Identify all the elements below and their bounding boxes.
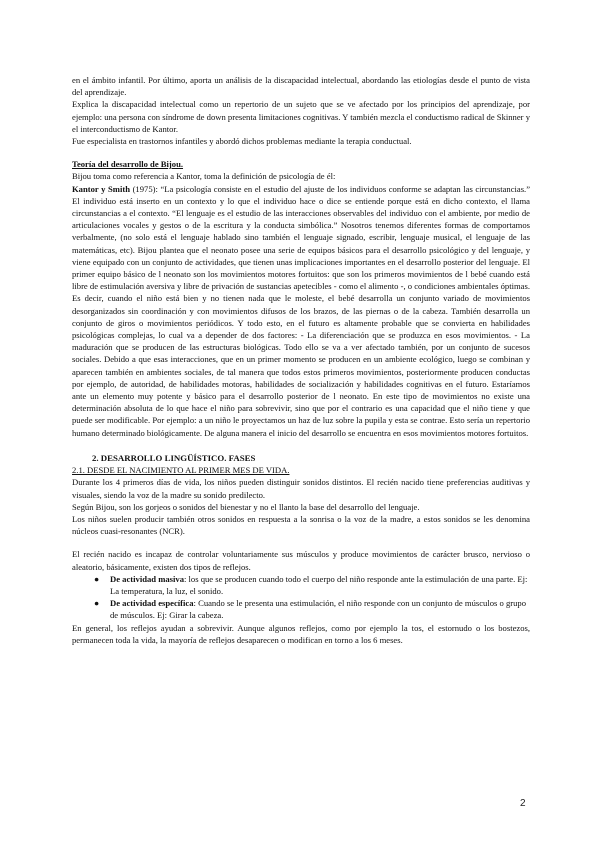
intro-paragraph-3: Fue especialista en trastornos infantiles y abordó dichos problemas mediante la terapia conductual.: [72, 136, 412, 147]
bijou-lead: Bijou toma como referencia a Kantor, toma la definición de psicología de él:: [72, 171, 336, 182]
bijou-body-text: (1975): “La psicología consiste en el estudio del ajuste de los individuos conforme se adaptan las circunstancias.” El individuo está inserto en un contexto y lo que el individuo hace o dice se entiende porque está en dicho contexto, el llama circunstancias a el contexto. “El lenguaje es el estudio de las interacciones observables del individuo con el ambiente, por medio de articulaciones vocales y gestos o de la escritura y la conducta simbólica.” Nosotros tenemos diferentes formas de comportamos verbalmente, (no solo está el lenguaje hablado sino también el lenguaje signado, escribir, lenguaje musical, el lenguaje de las matemáticas, etc). Bijou plantea que el neonato posee una serie de equipos básicos para el desarrollo psicológico y del lenguaje, y viene equipado con un conjunto de actividades, que tienen unas implicaciones importantes en el desarrollo posterior del lenguaje. El primer equipo básico de l neonato son los movimientos motores fortuitos: que son los primeros movimientos de l bebé cuando está libre de estimulación aversiva y libre de privación de sustancias apetecibles - como el alimento -, o condiciones ambientales óptimas. Es decir, cuando el niño está bien y no tienen nada que le moleste, el bebé desarrolla un conjunto variado de movimientos desorganizados sin coordinación y con movimientos difusos de los brazos, de las piernas o de la cabeza. También desarrolla un conjunto de giros o movimientos periódicos. Y todo esto, en el futuro es altamente probable que se convierta en habilidades psicológicas complejas, lo cual va a depender de dos factores: - La diferenciación que se produzca en esos movimientos. - La maduración que se producen de las estructuras biológicas. Todo ello se va a ver afectado también, por un conjunto de sucesos sociales. Debido a que esas interacciones, que en un primer momento se producen en un ambiente ecológico, luego se combinan y aparecen también en ambientes sociales, de tal manera que todos estos primeros movimientos, posteriormente producen conductas por ejemplo, de autoridad, de habilidades motoras, habilidades de socialización y habilidades cognitivas en el futuro. Estaríamos ante un elemento muy potente y básico para el desarrollo posterior de l neonato. En este tipo de movimientos no existe una determinación absoluta de lo que hace el niño para sobrevivir, sino que por el contrario es una capacidad que el niño tiene y que puede ser modificable. Por ejemplo: a un niño le proyectamos un haz de luz sobre la pupila y esta se contrae. Esto sería un repertorio humano determinado biológicamente. De alguna manera el inicio del desarrollo se encuentra en esos movimientos motores fortuitos.: [72, 183, 531, 438]
bijou-cite-authors: Kantor y Smith: [72, 183, 130, 194]
section-paragraph-2: Según Bijou, son los gorjeos o sonidos del bienestar y no el llanto la base del desarrollo del lenguaje.: [72, 501, 420, 512]
reflex-list: [72, 573, 530, 622]
section-paragraph-4: El recién nacido es incapaz de controlar voluntariamente sus músculos y produce movimientos de carácter brusco, nervioso o aleatorio, básicamente, existen dos tipos de reflejos.: [72, 549, 530, 572]
intro-paragraph-1: en el ámbito infantil. Por último, aporta un análisis de la discapacidad intelectual, abordando las etiologías desde el punto de vista del aprendizaje.: [72, 75, 530, 98]
intro-paragraph-2: Explica la discapacidad intelectual como un repertorio de un sujeto que se ve afectado por los principios del aprendizaje, por ejemplo: una persona con síndrome de down presenta limitaciones cognitivas. Y también mezcla el conductismo radical de Skinner y el interconductismo de Kantor.: [72, 99, 530, 134]
section-paragraph-3: Los niños suelen producir también otros sonidos en respuesta a la sonrisa o la voz de la madre, a estos sonidos se les denomina núcleos cuasi-resonantes (NCR).: [72, 513, 530, 537]
document-page: [72, 74, 530, 646]
reflex-text: : Cuando se le presenta una estimulación, el niño responde con un conjunto de músculos o grupo de músculos. Ej: Girar la cabeza.: [110, 598, 527, 621]
section-paragraph-5: En general, los reflejos ayudan a sobrevivir. Aunque algunos reflejos, como por ejemplo la tos, el estornudo o los bostezos, permanecen toda la vida, la mayoría de reflejos desaparecen o modifican en torno a los 6 meses.: [72, 622, 530, 645]
bullet-icon: ●: [94, 598, 100, 609]
reflex-term: De actividad específica: [110, 598, 194, 609]
reflex-text: : los que se producen cuando todo el cuerpo del niño responde ante la estimulación de una parte. Ej: La temperatura, la luz, el sonido.: [110, 573, 528, 596]
list-item: [72, 573, 530, 597]
bullet-icon: ●: [94, 573, 100, 584]
subsection-title: 2.1. DESDE EL NACIMIENTO AL PRIMER MES DE VIDA.: [72, 465, 290, 476]
bijou-heading: Teoría del desarrollo de Bijou.: [72, 159, 184, 170]
section-paragraph-1: Durante los 4 primeros días de vida, los niños pueden distinguir sonidos distintos. El recién nacido tiene preferencias auditivas y visuales, siendo la voz de la madre su sonido predilecto.: [72, 477, 530, 500]
page-number: 2: [520, 798, 526, 809]
list-item: [72, 597, 530, 621]
bijou-body: [72, 183, 530, 439]
section-title: 2. DESARROLLO LINGÜÍSTICO. FASES: [92, 452, 256, 463]
reflex-term: De actividad masiva: [110, 573, 184, 584]
